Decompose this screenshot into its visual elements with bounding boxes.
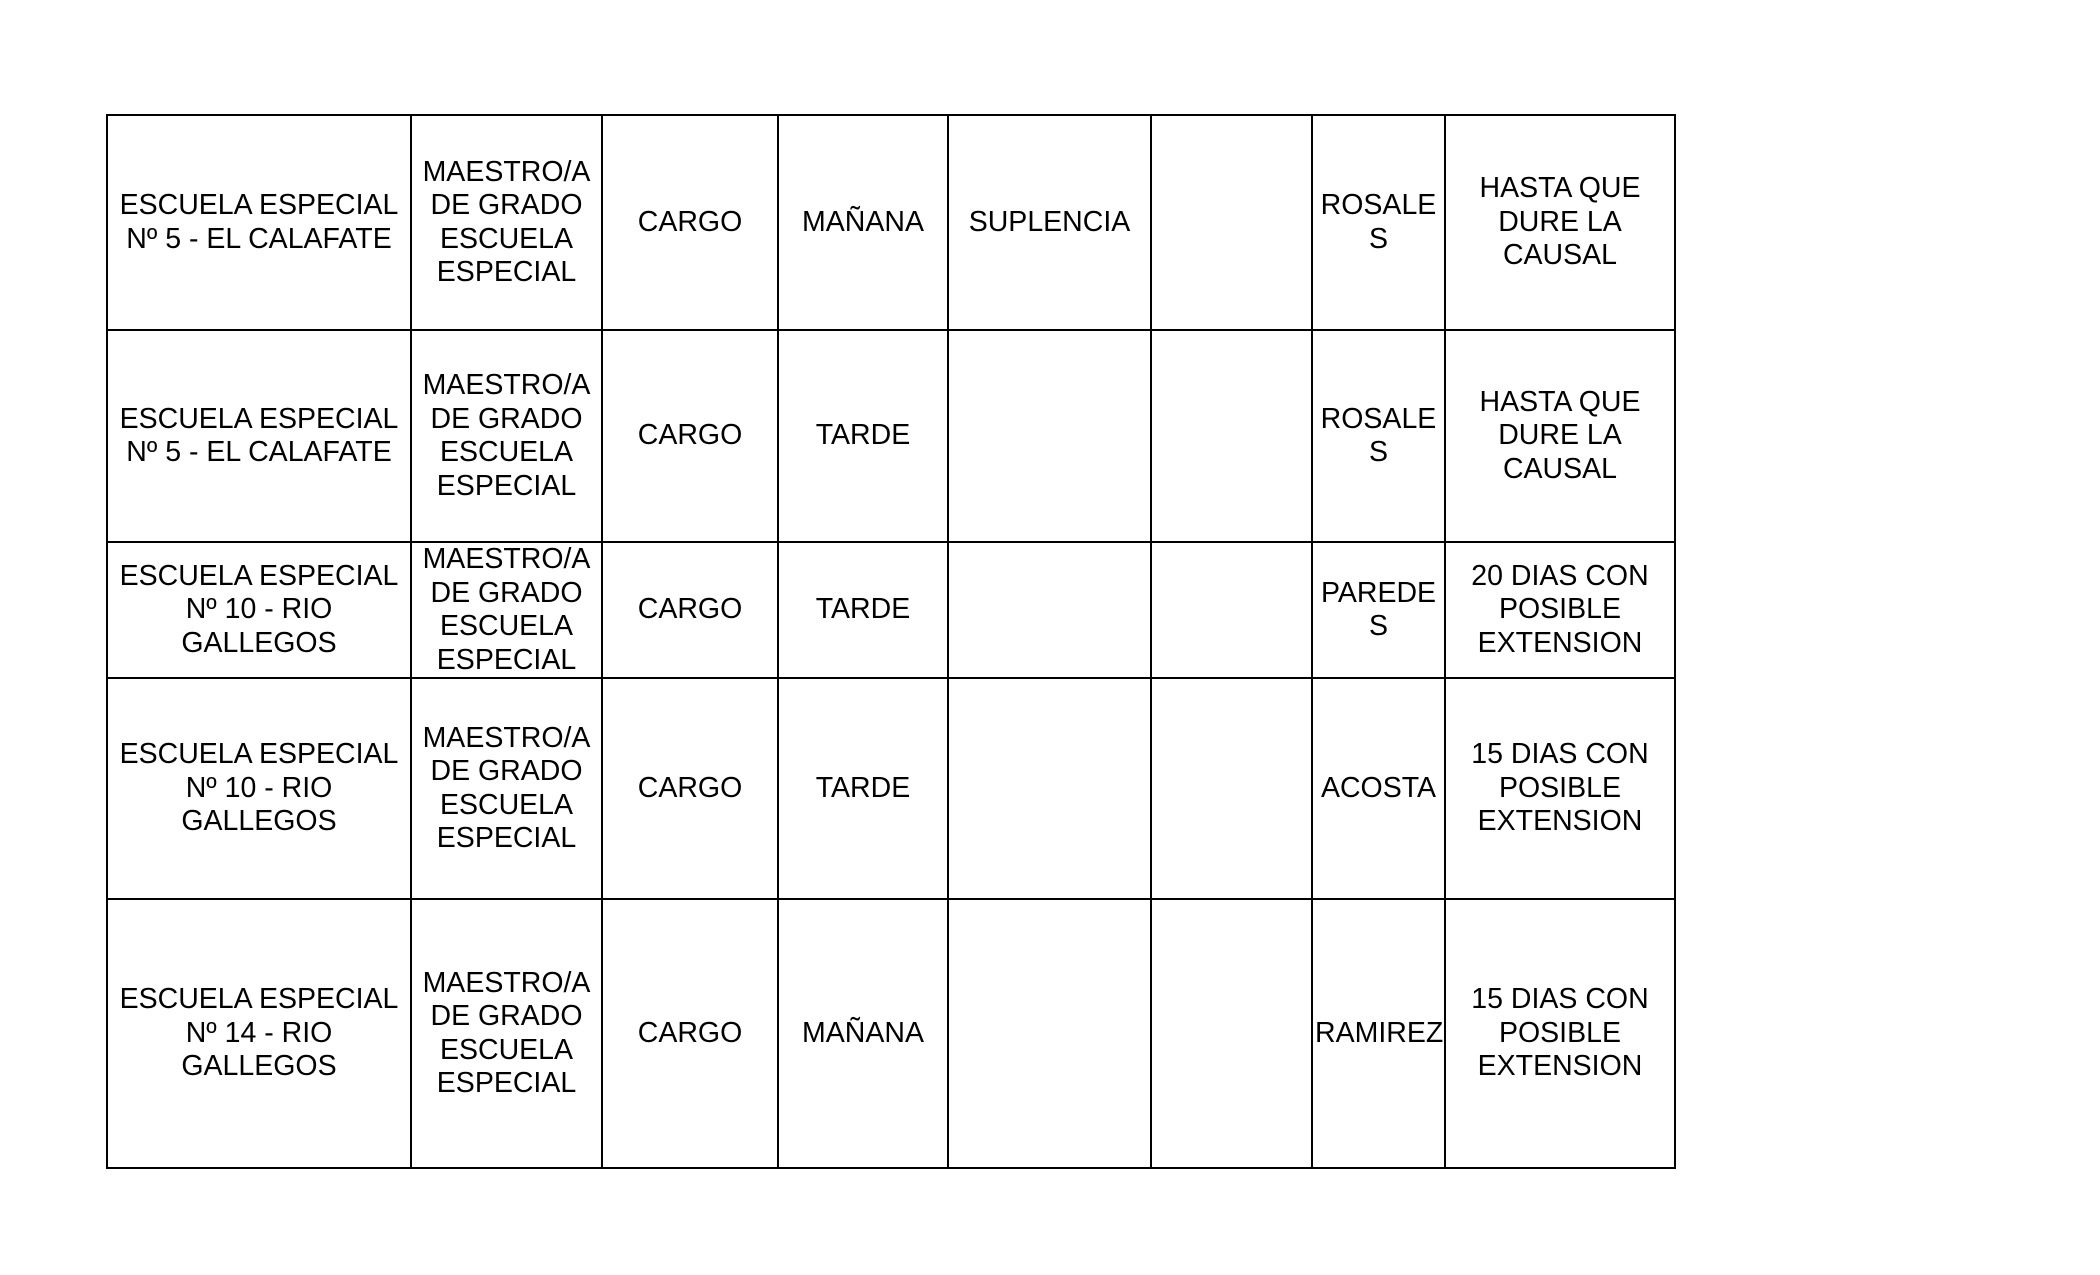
type-text: CARGO	[637, 419, 743, 452]
shift-text: MAÑANA	[802, 205, 924, 238]
surname-cell	[1312, 330, 1445, 542]
position-text: MAESTRO/A DE GRADO ESCUELA ESPECIAL	[422, 721, 591, 854]
school-cell	[107, 678, 411, 899]
position-text: MAESTRO/A DE GRADO ESCUELA ESPECIAL	[422, 543, 591, 676]
duration-cell	[1445, 115, 1675, 330]
school-cell	[107, 542, 411, 678]
school-text: ESCUELA ESPECIAL Nº 5 - EL CALAFATE	[119, 189, 399, 255]
shift-text: TARDE	[815, 419, 911, 452]
extra-cell	[1151, 330, 1312, 542]
surname-cell	[1312, 542, 1445, 678]
surname-text: ROSALE S	[1320, 189, 1437, 255]
position-cell	[411, 678, 602, 899]
extra-cell	[1151, 678, 1312, 899]
extra-cell	[1151, 899, 1312, 1168]
type-cell	[602, 899, 778, 1168]
type-text: CARGO	[637, 1016, 743, 1049]
type-text: CARGO	[637, 771, 743, 804]
type-text: CARGO	[637, 593, 743, 626]
situation-cell	[948, 678, 1151, 899]
position-cell	[411, 899, 602, 1168]
position-cell	[411, 115, 602, 330]
situation-cell	[948, 899, 1151, 1168]
situation-cell	[948, 542, 1151, 678]
table-row	[107, 678, 1675, 899]
position-cell	[411, 542, 602, 678]
extra-cell	[1151, 542, 1312, 678]
table-row	[107, 542, 1675, 678]
surname-text: RAMIREZ	[1315, 1016, 1444, 1049]
school-cell	[107, 115, 411, 330]
table-row	[107, 330, 1675, 542]
shift-text: TARDE	[815, 771, 911, 804]
duration-cell	[1445, 542, 1675, 678]
shift-text: TARDE	[815, 593, 911, 626]
surname-cell	[1312, 899, 1445, 1168]
duration-text: 15 DIAS CON POSIBLE EXTENSION	[1471, 983, 1649, 1083]
school-text: ESCUELA ESPECIAL Nº 10 - RIO GALLEGOS	[119, 559, 399, 659]
vacancy-table	[106, 114, 1676, 1169]
shift-cell	[778, 542, 948, 678]
shift-cell	[778, 330, 948, 542]
duration-cell	[1445, 678, 1675, 899]
school-text: ESCUELA ESPECIAL Nº 10 - RIO GALLEGOS	[119, 738, 399, 838]
position-cell	[411, 330, 602, 542]
position-text: MAESTRO/A DE GRADO ESCUELA ESPECIAL	[422, 369, 591, 502]
type-cell	[602, 330, 778, 542]
type-cell	[602, 542, 778, 678]
surname-text: ROSALE S	[1320, 402, 1437, 468]
shift-cell	[778, 899, 948, 1168]
position-text: MAESTRO/A DE GRADO ESCUELA ESPECIAL	[422, 155, 591, 288]
shift-cell	[778, 115, 948, 330]
shift-cell	[778, 678, 948, 899]
school-cell	[107, 330, 411, 542]
type-cell	[602, 115, 778, 330]
position-text: MAESTRO/A DE GRADO ESCUELA ESPECIAL	[422, 966, 591, 1099]
situation-cell	[948, 330, 1151, 542]
type-text: CARGO	[637, 205, 743, 238]
school-text: ESCUELA ESPECIAL Nº 14 - RIO GALLEGOS	[119, 983, 399, 1083]
surname-cell	[1312, 115, 1445, 330]
duration-text: HASTA QUE DURE LA CAUSAL	[1479, 385, 1641, 485]
duration-text: 15 DIAS CON POSIBLE EXTENSION	[1471, 738, 1649, 838]
duration-text: 20 DIAS CON POSIBLE EXTENSION	[1471, 559, 1649, 659]
situation-cell	[948, 115, 1151, 330]
school-cell	[107, 899, 411, 1168]
type-cell	[602, 678, 778, 899]
table-row	[107, 899, 1675, 1168]
shift-text: MAÑANA	[802, 1016, 924, 1049]
surname-text: PAREDE S	[1320, 576, 1437, 642]
surname-text: ACOSTA	[1320, 771, 1437, 804]
duration-cell	[1445, 330, 1675, 542]
duration-cell	[1445, 899, 1675, 1168]
extra-cell	[1151, 115, 1312, 330]
situation-text: SUPLENCIA	[968, 205, 1131, 238]
surname-cell	[1312, 678, 1445, 899]
school-text: ESCUELA ESPECIAL Nº 5 - EL CALAFATE	[119, 402, 399, 468]
duration-text: HASTA QUE DURE LA CAUSAL	[1479, 172, 1641, 272]
table-row	[107, 115, 1675, 330]
